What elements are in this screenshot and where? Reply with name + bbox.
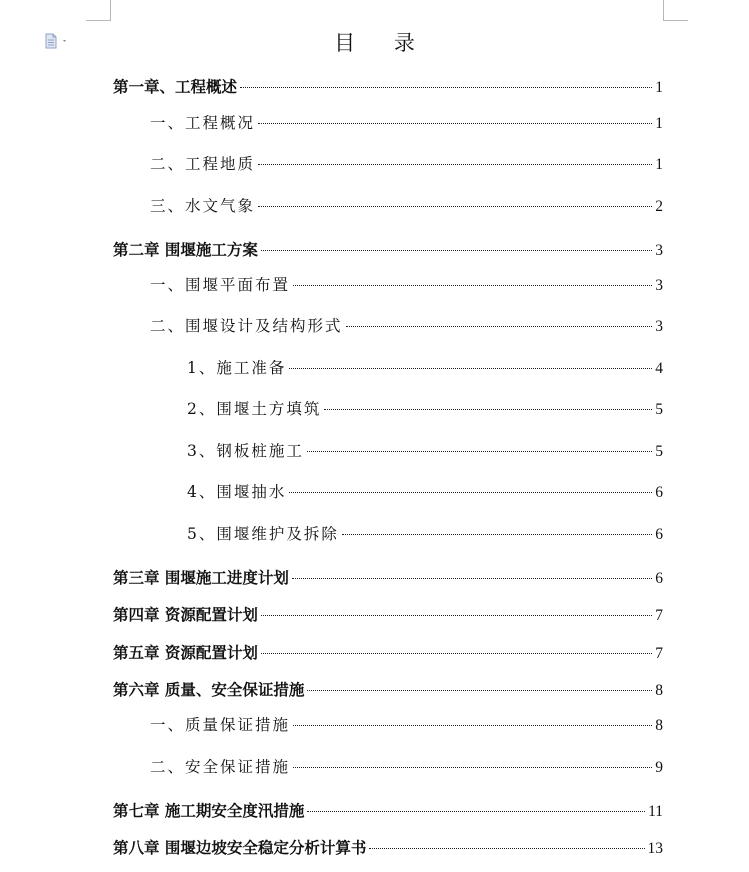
toc-entry-page: 6 bbox=[655, 570, 663, 587]
toc-entry-chapter-8[interactable] bbox=[113, 838, 663, 858]
toc-leader bbox=[307, 690, 652, 691]
toc-entry-label: 第七章 施工期安全度汛措施 bbox=[113, 801, 305, 820]
toc-entry-label: 第二章 围堰施工方案 bbox=[113, 240, 258, 259]
toc-leader bbox=[292, 578, 652, 579]
toc-title: 目 录 bbox=[334, 31, 431, 55]
toc-entry-section[interactable] bbox=[150, 316, 663, 336]
toc-entry-page: 13 bbox=[647, 840, 663, 857]
toc-entry-label: 3、钢板桩施工 bbox=[187, 442, 304, 460]
toc-entry-subsection[interactable] bbox=[187, 358, 663, 378]
toc-leader bbox=[261, 615, 652, 616]
toc-entry-page: 5 bbox=[655, 401, 663, 418]
toc-entry-chapter-2[interactable] bbox=[113, 240, 663, 260]
toc-entry-subsection[interactable] bbox=[187, 482, 663, 502]
toc-entry-page: 4 bbox=[655, 360, 663, 377]
toc-entry-page: 6 bbox=[655, 484, 663, 501]
toc-entry-page: 8 bbox=[655, 717, 663, 734]
toc-entry-page: 3 bbox=[655, 242, 663, 259]
toc-entry-label: 1、施工准备 bbox=[187, 359, 287, 377]
toc-entry-section[interactable] bbox=[150, 113, 663, 133]
toc-entry-section[interactable] bbox=[150, 154, 663, 174]
toc-entry-subsection[interactable] bbox=[187, 524, 663, 544]
toc-entry-page: 1 bbox=[655, 79, 663, 96]
toc-entry-label: 第六章 质量、安全保证措施 bbox=[113, 680, 305, 699]
toc-leader bbox=[293, 767, 652, 768]
toc-entry-label: 二、安全保证措施 bbox=[150, 758, 291, 776]
toc-entry-page: 11 bbox=[648, 803, 663, 820]
toc-entry-label: 一、质量保证措施 bbox=[150, 716, 291, 734]
toc-entry-page: 7 bbox=[655, 645, 663, 662]
toc-leader bbox=[289, 492, 652, 493]
toc-leader bbox=[324, 409, 652, 410]
toc-entry-label: 二、工程地质 bbox=[150, 155, 256, 173]
toc-leader bbox=[342, 534, 652, 535]
toc-leader bbox=[369, 848, 644, 849]
toc-entry-label: 三、水文气象 bbox=[150, 197, 256, 215]
toc-entry-section[interactable] bbox=[150, 757, 663, 777]
toc-entry-label: 4、围堰抽水 bbox=[187, 483, 287, 501]
toc-entry-page: 1 bbox=[655, 115, 663, 132]
toc-entry-subsection[interactable] bbox=[187, 399, 663, 419]
toc-entry-page: 3 bbox=[655, 318, 663, 335]
toc-entry-label: 第一章、工程概述 bbox=[113, 77, 238, 96]
toc-entry-chapter-7[interactable] bbox=[113, 801, 663, 821]
toc-leader bbox=[258, 206, 652, 207]
toc-entry-subsection[interactable] bbox=[187, 441, 663, 461]
toc-entry-page: 2 bbox=[655, 198, 663, 215]
toc-leader bbox=[293, 725, 652, 726]
toc-entry-page: 5 bbox=[655, 443, 663, 460]
toc-entry-label: 一、工程概况 bbox=[150, 114, 256, 132]
toc-entry-page: 7 bbox=[655, 607, 663, 624]
toc-entry-section[interactable] bbox=[150, 275, 663, 295]
toc-entry-label: 5、围堰维护及拆除 bbox=[187, 525, 339, 543]
toc-entry-chapter-1[interactable] bbox=[113, 77, 663, 97]
toc-entry-label: 第八章 围堰边坡安全稳定分析计算书 bbox=[113, 838, 367, 857]
toc-entry-page: 1 bbox=[655, 156, 663, 173]
toc-entry-label: 第三章 围堰施工进度计划 bbox=[113, 568, 289, 587]
toc-entry-section[interactable] bbox=[150, 196, 663, 216]
toc-entry-label: 第四章 资源配置计划 bbox=[113, 605, 258, 624]
toc-entry-chapter-5[interactable] bbox=[113, 643, 663, 663]
toc-leader bbox=[293, 285, 652, 286]
margin-corner-top-left bbox=[86, 0, 111, 21]
toc-entry-chapter-4[interactable] bbox=[113, 605, 663, 625]
toc-leader bbox=[258, 123, 652, 124]
toc-leader bbox=[261, 250, 652, 251]
toc-entry-page: 6 bbox=[655, 526, 663, 543]
toc-entry-section[interactable] bbox=[150, 715, 663, 735]
toc-entry-chapter-6[interactable] bbox=[113, 680, 663, 700]
toc-entry-page: 9 bbox=[655, 759, 663, 776]
toc-entry-page: 3 bbox=[655, 277, 663, 294]
toc-leader bbox=[240, 87, 652, 88]
toc-entry-label: 一、围堰平面布置 bbox=[150, 276, 291, 294]
toc-entry-label: 第五章 资源配置计划 bbox=[113, 643, 258, 662]
margin-corner-top-right bbox=[663, 0, 688, 21]
toc-entry-label: 二、围堰设计及结构形式 bbox=[150, 317, 343, 335]
toc-leader bbox=[258, 164, 652, 165]
toc-leader bbox=[307, 451, 652, 452]
toc-entry-page: 8 bbox=[655, 682, 663, 699]
toc-leader bbox=[307, 811, 645, 812]
toc-entry-chapter-3[interactable] bbox=[113, 568, 663, 588]
toc-entry-label: 2、围堰土方填筑 bbox=[187, 400, 322, 418]
toc-leader bbox=[346, 326, 653, 327]
toc-leader bbox=[261, 653, 652, 654]
toc-leader bbox=[289, 368, 652, 369]
